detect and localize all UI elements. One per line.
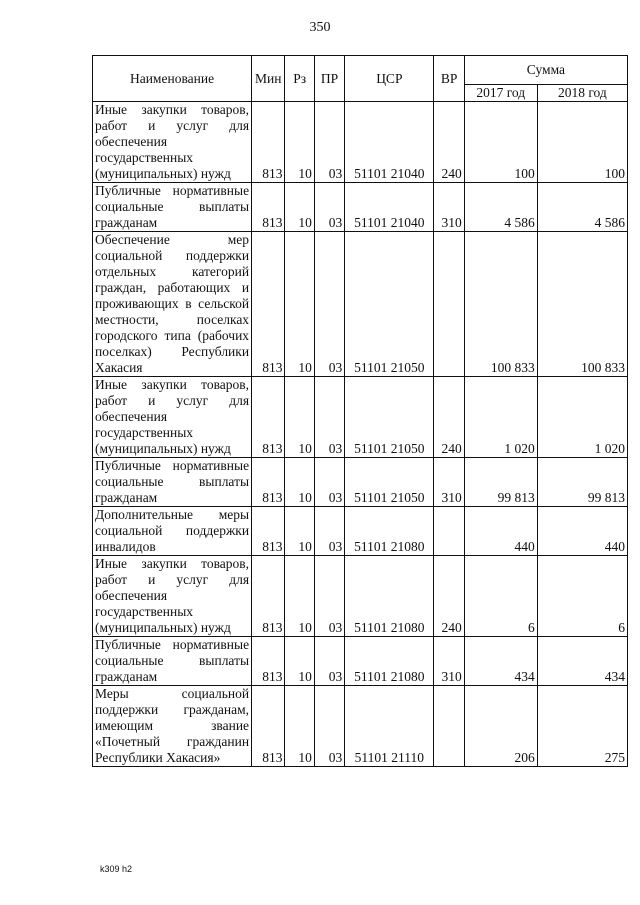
- budget-table: [92, 55, 628, 767]
- cell-sum-2017: 434: [464, 637, 537, 686]
- cell-pr: 03: [314, 458, 344, 507]
- cell-min: 813: [252, 377, 285, 458]
- cell-vr: 240: [434, 102, 464, 183]
- header-min: Мин: [252, 56, 285, 102]
- table-row: [93, 507, 628, 556]
- cell-csr: 51101 21110: [345, 686, 434, 767]
- table-row: [93, 458, 628, 507]
- cell-csr: 51101 21040: [345, 102, 434, 183]
- cell-sum-2017: 206: [464, 686, 537, 767]
- cell-name: Публичные нормативные социальные выплаты гражданам: [93, 458, 252, 507]
- cell-sum-2018: 440: [537, 507, 627, 556]
- cell-csr: 51101 21050: [345, 232, 434, 377]
- cell-sum-2017: 440: [464, 507, 537, 556]
- cell-csr: 51101 21080: [345, 507, 434, 556]
- cell-rz: 10: [285, 102, 314, 183]
- cell-pr: 03: [314, 556, 344, 637]
- cell-vr: 310: [434, 637, 464, 686]
- cell-csr: 51101 21050: [345, 377, 434, 458]
- cell-rz: 10: [285, 686, 314, 767]
- cell-csr: 51101 21040: [345, 183, 434, 232]
- cell-sum-2018: 100 833: [537, 232, 627, 377]
- cell-csr: 51101 21080: [345, 637, 434, 686]
- header-pr: ПР: [314, 56, 344, 102]
- cell-min: 813: [252, 686, 285, 767]
- header-year-2018: 2018 год: [537, 85, 627, 102]
- header-vr: ВР: [434, 56, 464, 102]
- cell-name: Меры социальной поддержки гражданам, имеющим звание «Почетный гражданин Республики Хакасия»: [93, 686, 252, 767]
- cell-min: 813: [252, 102, 285, 183]
- cell-vr: [434, 686, 464, 767]
- cell-rz: 10: [285, 637, 314, 686]
- cell-sum-2018: 275: [537, 686, 627, 767]
- cell-min: 813: [252, 232, 285, 377]
- cell-name: Иные закупки товаров, работ и услуг для обеспечения государственных (муниципальных) нужд: [93, 102, 252, 183]
- cell-vr: [434, 232, 464, 377]
- cell-vr: 240: [434, 377, 464, 458]
- table-row: [93, 377, 628, 458]
- cell-sum-2018: 4 586: [537, 183, 627, 232]
- header-name: Наименование: [93, 56, 252, 102]
- header-rz: Рз: [285, 56, 314, 102]
- cell-rz: 10: [285, 458, 314, 507]
- cell-pr: 03: [314, 183, 344, 232]
- table-row: [93, 637, 628, 686]
- cell-name: Публичные нормативные социальные выплаты гражданам: [93, 637, 252, 686]
- cell-sum-2018: 1 020: [537, 377, 627, 458]
- cell-min: 813: [252, 183, 285, 232]
- footer-code: k309 h2: [100, 864, 133, 874]
- cell-sum-2017: 6: [464, 556, 537, 637]
- cell-sum-2017: 1 020: [464, 377, 537, 458]
- cell-rz: 10: [285, 232, 314, 377]
- table-row: [93, 183, 628, 232]
- cell-rz: 10: [285, 556, 314, 637]
- table-body: [93, 102, 628, 767]
- cell-sum-2017: 99 813: [464, 458, 537, 507]
- cell-pr: 03: [314, 232, 344, 377]
- cell-rz: 10: [285, 507, 314, 556]
- cell-vr: [434, 507, 464, 556]
- cell-pr: 03: [314, 686, 344, 767]
- cell-min: 813: [252, 556, 285, 637]
- cell-sum-2018: 6: [537, 556, 627, 637]
- cell-sum-2017: 100: [464, 102, 537, 183]
- cell-sum-2017: 100 833: [464, 232, 537, 377]
- cell-name: Иные закупки товаров, работ и услуг для обеспечения государственных (муниципальных) нужд: [93, 377, 252, 458]
- cell-sum-2017: 4 586: [464, 183, 537, 232]
- cell-sum-2018: 99 813: [537, 458, 627, 507]
- table-row: [93, 232, 628, 377]
- table-row: [93, 686, 628, 767]
- cell-csr: 51101 21080: [345, 556, 434, 637]
- cell-name: Обеспечение мер социальной поддержки отдельных категорий граждан, работающих и проживающих в сельской местности, поселках городского типа (рабочих поселках) Республики Хакасия: [93, 232, 252, 377]
- cell-pr: 03: [314, 377, 344, 458]
- cell-name: Дополнительные меры социальной поддержки инвалидов: [93, 507, 252, 556]
- cell-rz: 10: [285, 183, 314, 232]
- cell-name: Иные закупки товаров, работ и услуг для обеспечения государственных (муниципальных) нужд: [93, 556, 252, 637]
- header-csr: ЦСР: [345, 56, 434, 102]
- cell-vr: 310: [434, 183, 464, 232]
- cell-rz: 10: [285, 377, 314, 458]
- table-row: [93, 102, 628, 183]
- cell-sum-2018: 100: [537, 102, 627, 183]
- cell-min: 813: [252, 637, 285, 686]
- cell-csr: 51101 21050: [345, 458, 434, 507]
- cell-min: 813: [252, 507, 285, 556]
- header-sum: Сумма: [464, 56, 627, 85]
- cell-pr: 03: [314, 637, 344, 686]
- cell-min: 813: [252, 458, 285, 507]
- cell-sum-2018: 434: [537, 637, 627, 686]
- cell-name: Публичные нормативные социальные выплаты гражданам: [93, 183, 252, 232]
- page-number: 350: [309, 20, 331, 35]
- cell-vr: 310: [434, 458, 464, 507]
- table-row: [93, 556, 628, 637]
- cell-pr: 03: [314, 507, 344, 556]
- header-year-2017: 2017 год: [464, 85, 537, 102]
- cell-pr: 03: [314, 102, 344, 183]
- table-header: [93, 56, 628, 102]
- cell-vr: 240: [434, 556, 464, 637]
